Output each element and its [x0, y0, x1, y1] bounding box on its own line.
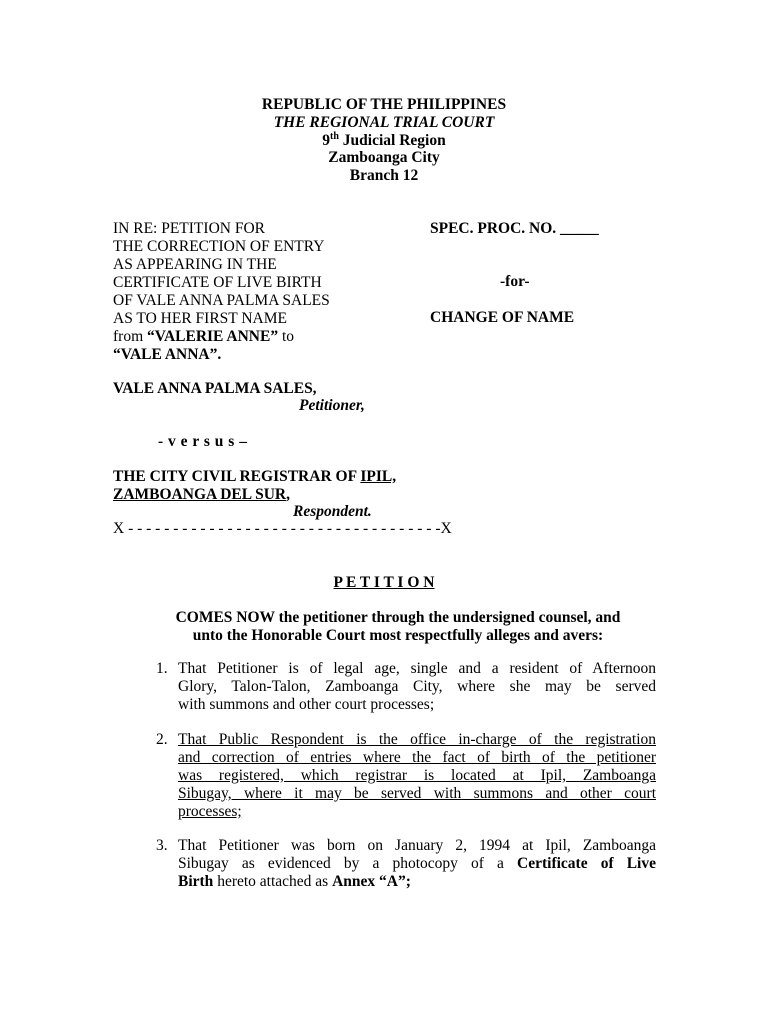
spec-proc-number: SPEC. PROC. NO. _____	[430, 220, 599, 237]
intro-paragraph	[0, 609, 768, 645]
allegation-3	[156, 837, 656, 891]
allegation-line: Sibugay, where it may be served with summons and other court	[178, 785, 656, 802]
allegation-1	[156, 660, 656, 714]
allegation-line: That Public Respondent is the office in-charge of the registration	[178, 731, 656, 748]
caption-line-to: “VALE ANNA”.	[113, 346, 222, 363]
for-label: -for-	[500, 273, 530, 290]
allegation-line: was registered, which registrar is located at Ipil, Zamboanga	[178, 767, 656, 784]
allegation-number: 2.	[156, 731, 168, 748]
allegation-line: Birth hereto attached as Annex “A”;	[178, 873, 411, 890]
document-title: P E T I T I O N	[333, 574, 435, 591]
respondent-line2: ZAMBOANGA DEL SUR,	[113, 486, 290, 503]
allegation-line: processes;	[178, 803, 242, 820]
allegation-line: That Petitioner is of legal age, single and a resident of Afternoon	[178, 660, 656, 677]
intro-line: unto the Honorable Court most respectfully alleges and avers:	[192, 627, 604, 644]
case-nature: CHANGE OF NAME	[430, 309, 575, 326]
versus-label: - v e r s u s –	[158, 433, 247, 450]
caption-divider: X - - - - - - - - - - - - - - - - - - - - - - - - - - - - - - - - - - -X	[113, 520, 452, 537]
caption-line: CERTIFICATE OF LIVE BIRTH	[113, 274, 322, 291]
court-header-court-name: THE REGIONAL TRIAL COURT	[273, 114, 495, 131]
intro-line: COMES NOW the petitioner through the undersigned counsel, and	[175, 609, 621, 626]
caption-line: AS APPEARING IN THE	[113, 256, 277, 273]
allegation-2	[156, 731, 656, 821]
allegation-line: That Petitioner was born on January 2, 1994 at Ipil, Zamboanga	[178, 837, 656, 854]
allegation-number: 3.	[156, 837, 168, 854]
petitioner-name: VALE ANNA PALMA SALES,	[113, 380, 317, 397]
caption-line-from: from “VALERIE ANNE” to	[113, 328, 295, 345]
caption-line: OF VALE ANNA PALMA SALES	[113, 292, 330, 309]
allegation-number: 1.	[156, 660, 168, 677]
allegation-line: and correction of entries where the fact of birth of the petitioner	[178, 749, 656, 766]
allegation-line: with summons and other court processes;	[178, 696, 435, 713]
court-header-branch: Branch 12	[349, 167, 419, 184]
allegation-line: Sibugay as evidenced by a photocopy of a Certificate of Live	[178, 855, 656, 872]
caption-line: AS TO HER FIRST NAME	[113, 310, 287, 327]
respondent-label: Respondent.	[293, 503, 372, 520]
petitioner-label: Petitioner,	[299, 397, 365, 414]
court-header-judicial-region: 9th Judicial Region	[322, 131, 446, 150]
respondent-line1: THE CITY CIVIL REGISTRAR OF IPIL,	[113, 468, 397, 485]
court-header-republic: REPUBLIC OF THE PHILIPPINES	[261, 96, 507, 113]
case-caption-left	[113, 220, 330, 364]
caption-line: IN RE: PETITION FOR	[113, 220, 265, 237]
caption-line: THE CORRECTION OF ENTRY	[113, 238, 325, 255]
allegation-line: Glory, Talon-Talon, Zamboanga City, where she may be served	[178, 678, 656, 695]
court-header-city: Zamboanga City	[328, 149, 440, 166]
